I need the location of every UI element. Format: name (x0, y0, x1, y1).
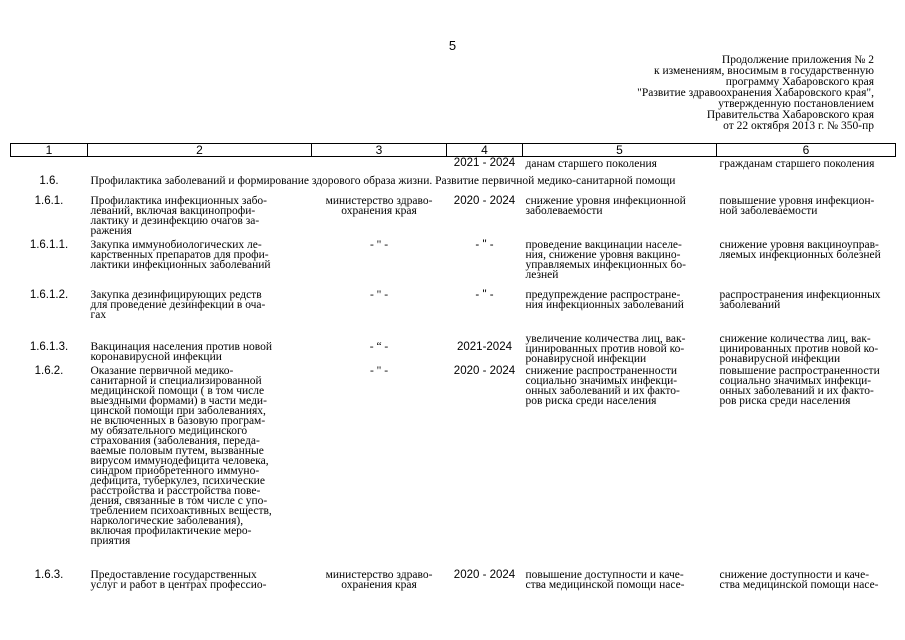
header-line: "Развитие здравоохранения Хабаровского края", (637, 87, 874, 99)
column-header: 5 (523, 144, 717, 157)
row-period: - " - (475, 288, 494, 301)
table-row (11, 290, 896, 334)
table-row (11, 192, 896, 240)
column-header: 6 (717, 144, 896, 157)
column-header: 3 (312, 144, 447, 157)
row-expected-result: снижение уровня инфекционной заболеваемости (525, 194, 686, 217)
row-number: 1.6.3. (34, 568, 64, 581)
row-consequence: распространения инфекционных заболеваний (719, 288, 881, 311)
row-executor: - " - (369, 238, 389, 251)
table-row (11, 240, 896, 290)
row-expected-result: предупреждение распростране- ния инфекционных заболеваний (525, 288, 684, 311)
header-line: Правительства Хабаровского края (706, 109, 874, 121)
row-executor: министерство здраво- охранения края (325, 194, 433, 217)
section-number: 1.6. (39, 174, 59, 187)
row-consequence: снижение доступности и каче- ства медицинской помощи насе- (719, 568, 879, 591)
carry-consequence: гражданам старшего поколения (719, 158, 875, 170)
header-line: программу Хабаровского края (725, 76, 874, 88)
page-number: 5 (448, 38, 457, 53)
row-period: 2020 - 2024 (453, 194, 516, 207)
header-line: утвержденную постановлением (718, 98, 874, 110)
row-number: 1.6.1.2. (29, 288, 69, 301)
section-title: Профилактика заболеваний и формирование здорового образа жизни. Развитие первичной медико-санитарной помощи (90, 174, 676, 187)
row-measure: Оказание первичной медико- санитарной и специализированной медицинской помощи ( в том числе выездными формами) в части меди- цинской помощи при заболеваниях, не включенных в базовую програм- му обязательного медицинского страхования (заболевания, переда- ваемые половым путем, вызванные вирусом иммунодефицита человека, синдром приобретенного иммуно- дефицита, туберкулез, психические расстройства и расстройства пове- дения, связанные в том числе с упо- треблением психоактивных веществ, наркологические заболевания), включая профилактичекие меро- приятия (90, 364, 272, 547)
column-header: 1 (11, 144, 88, 157)
row-period: 2020 - 2024 (453, 568, 516, 581)
table-row (11, 334, 896, 366)
row-number: 1.6.1.1. (29, 238, 69, 251)
row-consequence: повышение распространенности социально значимых инфекци- онных заболеваний и их факто- ров риска среди населения (719, 364, 880, 407)
row-period: 2020 - 2024 (453, 364, 516, 377)
carry-result: данам старшего поколения (525, 158, 657, 170)
column-header: 4 (447, 144, 523, 157)
row-executor: министерство здраво- охранения края (325, 568, 433, 591)
row-executor: - “ - (369, 340, 389, 353)
row-measure: Вакцинация населения против новой коронавирусной инфекции (90, 340, 272, 363)
header-line: к изменениям, вносимым в государственную (654, 65, 874, 77)
row-number: 1.6.2. (34, 364, 64, 377)
table-row (11, 366, 896, 568)
appendix-header (637, 55, 874, 132)
section-row (11, 172, 896, 192)
row-expected-result: снижение распространенности социально значимых инфекци- онных заболеваний и их факто- ров риска среди населения (525, 364, 680, 407)
row-measure: Предоставление государственных услуг и работ в центрах професcио- (90, 568, 267, 591)
row-measure: Профилактика инфекционных забо- леваний, включая вакцинопрофи- лактику и дезинфекцию очагов за- ражения (90, 194, 268, 237)
row-period: - " - (475, 238, 494, 251)
table-header-row (11, 144, 896, 157)
carry-period: 2021 - 2024 (453, 157, 516, 169)
row-period: 2021-2024 (457, 340, 512, 353)
row-consequence: снижение уровня вакциноуправ- ляемых инфекционных болезней (719, 238, 881, 261)
row-consequence: повышение уровня инфекцион- ной заболеваемости (719, 194, 875, 217)
row-number: 1.6.1.3. (29, 340, 69, 353)
row-expected-result: повышение доступности и каче- ства медицинской помощи насе- (525, 568, 685, 591)
table-row (11, 568, 896, 594)
row-measure: Закупка дезинфицирующих редств для проведение дезинфекции в оча- гах (90, 288, 266, 321)
row-number: 1.6.1. (34, 194, 64, 207)
row-expected-result: проведение вакцинации населе- ния, снижение уровня вакцино- управляемых инфекционных бо- лезней (525, 238, 686, 281)
header-line: от 22 октября 2013 г. № 350-пр (723, 120, 874, 132)
header-line: Продолжение приложения № 2 (721, 54, 874, 66)
row-expected-result: увеличение количества лиц, вак- цинированных против новой ко- ронавирусной инфекции (525, 332, 686, 365)
row-executor: - " - (369, 364, 389, 377)
column-header: 2 (88, 144, 312, 157)
program-table (10, 143, 896, 594)
row-consequence: снижение количества лиц, вак- цинированных против новой ко- ронавирусной инфекции (719, 332, 879, 365)
carry-over-row (11, 157, 896, 172)
row-executor: - " - (369, 288, 389, 301)
row-measure: Закупка иммунобиологических ле- карственных препаратов для профи- лактики инфекционных заболеваний (90, 238, 271, 271)
